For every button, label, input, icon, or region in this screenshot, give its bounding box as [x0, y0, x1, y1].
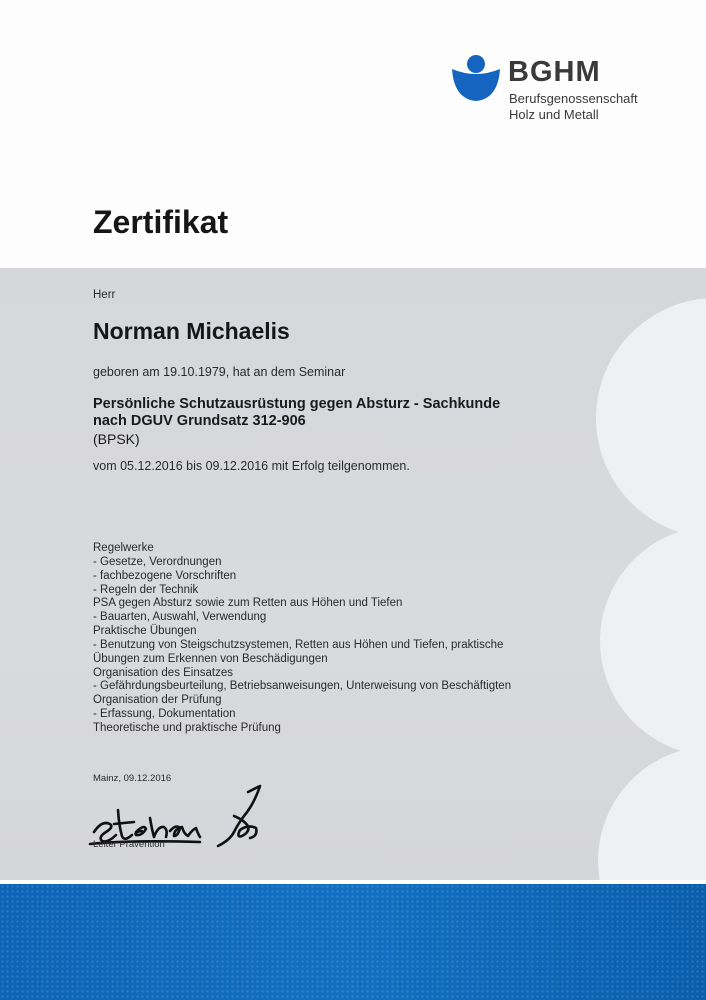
content-line: Theoretische und praktische Prüfung [93, 721, 281, 734]
logo-subtitle-line2: Holz und Metall [509, 107, 599, 122]
birth-statement: geboren am 19.10.1979, hat an dem Seminar [93, 365, 346, 379]
content-line: - Gesetze, Verordnungen [93, 555, 222, 568]
content-line: - fachbezogene Vorschriften [93, 569, 237, 582]
content-line: Organisation des Einsatzes [93, 666, 233, 679]
logo-subtitle-line1: Berufsgenossenschaft [509, 91, 638, 106]
recipient-name: Norman Michaelis [93, 318, 290, 344]
place-and-date: Mainz, 09.12.2016 [93, 773, 172, 784]
seminar-title-line2: nach DGUV Grundsatz 312-906 [93, 413, 306, 429]
bghm-logo-icon [452, 55, 500, 101]
salutation: Herr [93, 289, 116, 301]
logo-name: BGHM [508, 56, 601, 88]
decorative-circle [600, 526, 706, 756]
seminar-dates: vom 05.12.2016 bis 09.12.2016 mit Erfolg teilgenommen. [93, 459, 410, 473]
content-line: PSA gegen Absturz sowie zum Retten aus Höhen und Tiefen [93, 597, 403, 610]
content-line: Organisation der Prüfung [93, 694, 222, 707]
blue-footer-band [0, 884, 706, 1000]
decorative-circle [596, 298, 706, 538]
content-line: - Gefährdungsbeurteilung, Betriebsanweisungen, Unterweisung von Beschäftigten [93, 680, 512, 693]
signature-role: Leiter Prävention [93, 839, 165, 850]
halftone-pattern [0, 884, 706, 1000]
content-line: Regelwerke [93, 542, 154, 554]
content-line: Übungen zum Erkennen von Beschädigungen [93, 652, 328, 665]
decorative-circle [598, 746, 706, 880]
bghm-logo [452, 55, 692, 125]
seminar-abbreviation: (BPSK) [93, 431, 140, 447]
content-line: - Regeln der Technik [93, 583, 199, 596]
content-line: - Erfassung, Dokumentation [93, 708, 236, 721]
course-content-list [93, 542, 613, 736]
content-line: Praktische Übungen [93, 625, 197, 638]
seminar-title-line1: Persönliche Schutzausrüstung gegen Absturz - Sachkunde [93, 396, 501, 412]
content-line: - Benutzung von Steigschutzsystemen, Retten aus Höhen und Tiefen, praktische [93, 638, 504, 651]
page-title: Zertifikat [93, 204, 229, 240]
content-line: - Bauarten, Auswahl, Verwendung [93, 611, 267, 624]
